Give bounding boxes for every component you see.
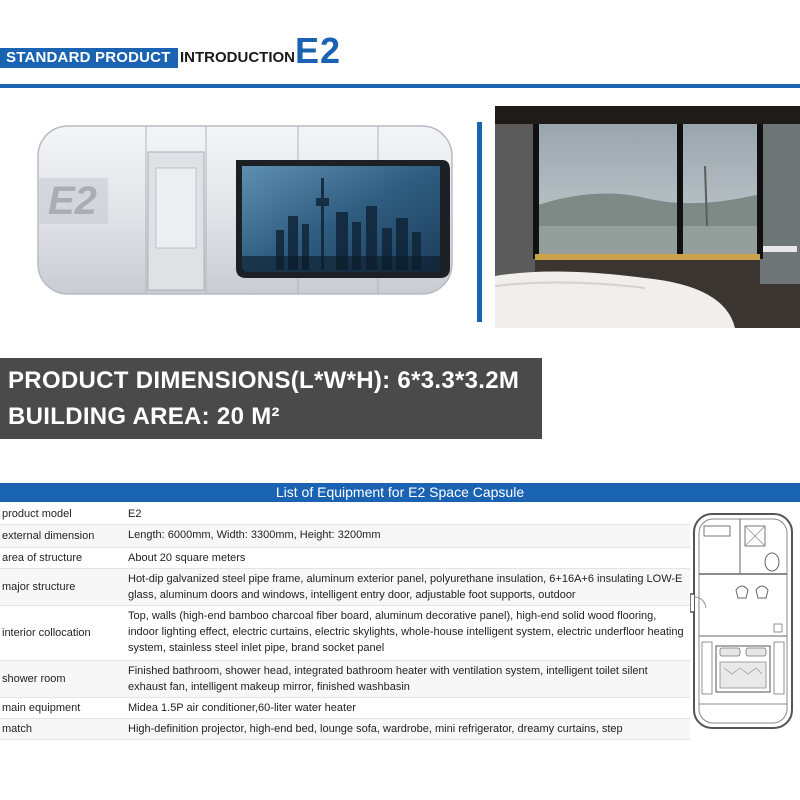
table-row: [0, 569, 690, 606]
capsule-interior-drawing: [495, 106, 800, 328]
row-value: High-definition projector, high-end bed, lounge sofa, wardrobe, mini refrigerator, dreamy curtains, step: [128, 723, 623, 735]
floor-plan-image: [690, 512, 796, 730]
table-row: [0, 698, 690, 719]
capsule-badge: E2: [48, 179, 97, 223]
header-divider: [0, 84, 800, 88]
equipment-table: [0, 504, 690, 740]
row-value: Top, walls (high-end bamboo charcoal fiber board, aluminum decorative panel), high-end solid wood flooring, indoor lighting effect, electric curtains, electric skylights, whole-house intelligent system, electric underfloor heating system, stainless steel inlet pipe, brand socket panel: [128, 610, 684, 654]
row-value: E2: [128, 508, 142, 520]
equipment-table-title: List of Equipment for E2 Space Capsule: [0, 483, 800, 502]
header-introduction-label: INTRODUCTION: [180, 49, 295, 66]
header-model-name: E2: [295, 30, 342, 71]
table-row: [0, 548, 690, 569]
row-value: Midea 1.5P air conditioner,60-liter water heater: [128, 702, 356, 714]
floor-plan-drawing: [690, 512, 796, 730]
capsule-exterior-image: [36, 118, 454, 298]
table-row: [0, 661, 690, 698]
row-label: shower room: [2, 673, 66, 685]
table-row: [0, 504, 690, 525]
row-label: area of structure: [2, 552, 83, 564]
row-label: product model: [2, 508, 72, 520]
row-label: interior collocation: [2, 627, 91, 639]
table-row: [0, 525, 690, 548]
row-value: About 20 square meters: [128, 552, 246, 564]
table-row: [0, 719, 690, 740]
header-standard-product-label: STANDARD PRODUCT: [0, 48, 178, 68]
row-value: Length: 6000mm, Width: 3300mm, Height: 3200mm: [128, 529, 381, 541]
capsule-exterior-drawing: [36, 118, 454, 298]
row-value: Hot-dip galvanized steel pipe frame, aluminum exterior panel, polyurethane insulation, 6+16A+6 insulating LOW-E glass, aluminum doors and windows, intelligent entry door, adjustable foot supports, outdoor: [128, 573, 683, 601]
product-dimensions-text: PRODUCT DIMENSIONS(L*W*H): 6*3.3*3.2M: [8, 367, 520, 394]
blue-accent-bar: [477, 122, 482, 322]
table-row: [0, 606, 690, 661]
row-label: main equipment: [2, 702, 81, 714]
building-area-text: BUILDING AREA: 20 M²: [8, 403, 280, 430]
row-value: Finished bathroom, shower head, integrated bathroom heater with ventilation system, intelligent toilet silent exhaust fan, intelligent makeup mirror, finished washbasin: [128, 665, 648, 693]
row-label: match: [2, 723, 32, 735]
row-label: external dimension: [2, 530, 95, 542]
capsule-interior-image: [495, 106, 800, 328]
row-label: major structure: [2, 581, 76, 593]
